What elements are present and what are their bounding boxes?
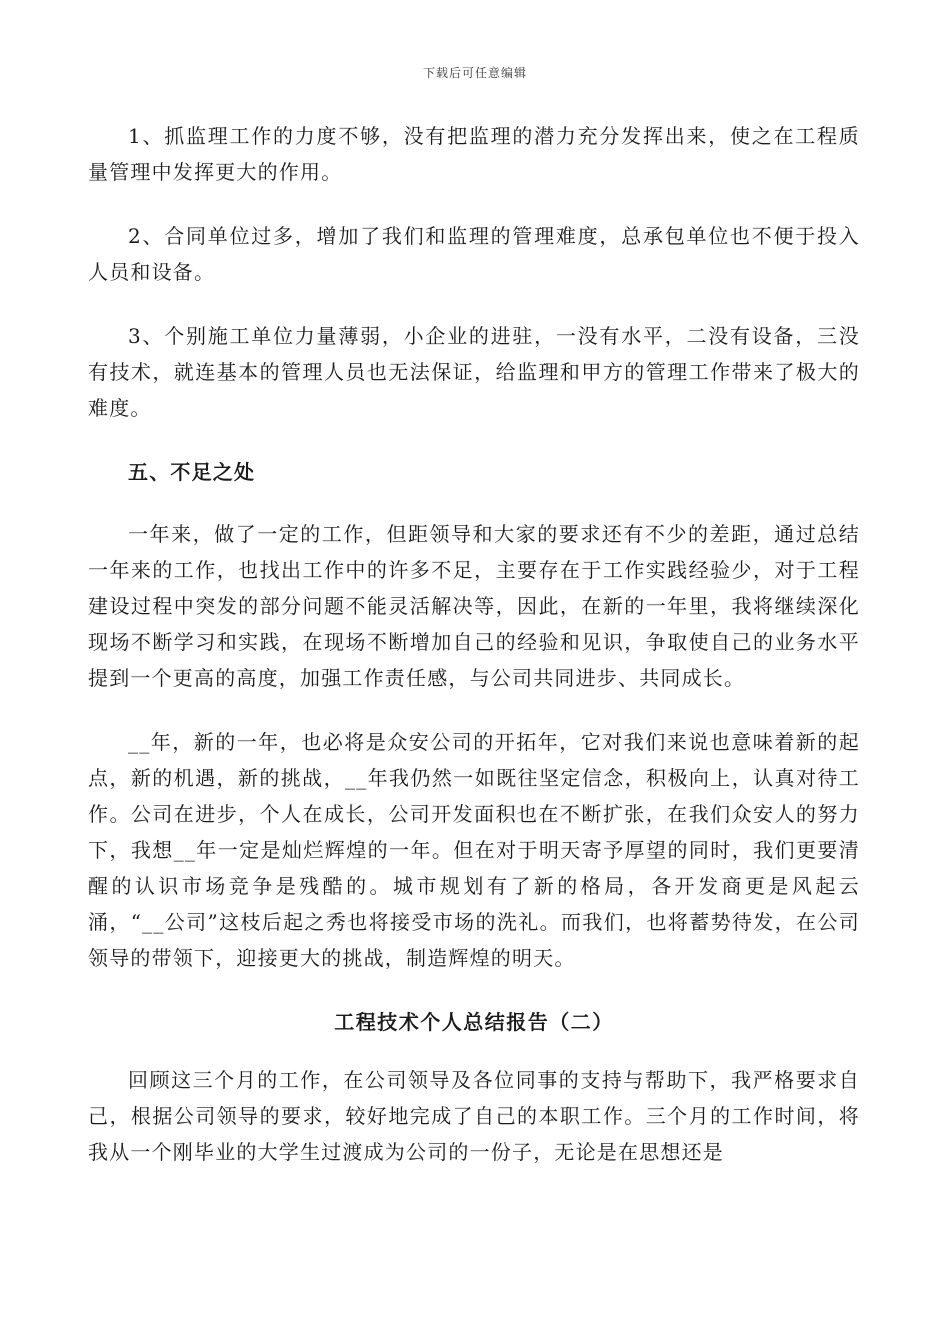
document-body <box>88 118 860 1198</box>
paragraph-new-year: __年，新的一年，也必将是众安公司的开拓年，它对我们来说也意味着新的起点，新的机遇，新的挑战，__年我仍然一如既往坚定信念，积极向上，认真对待工作。公司在进步，个人在成长，公司开发面积也在不断扩张，在我们众安人的努力下，我想__年一定是灿烂辉煌的一年。但在对于明天寄予厚望的同时，我们更要清醒的认识市场竞争是残酷的。城市规划有了新的格局，各开发商更是风起云涌，“__公司”这枝后起之秀也将接受市场的洗礼。而我们，也将蓄势待发，在公司领导的带领下，迎接更大的挑战，制造辉煌的明天。 <box>88 730 860 970</box>
paragraph-review: 回顾这三个月的工作，在公司领导及各位同事的支持与帮助下，我严格要求自己，根据公司领导的要求，较好地完成了自己的本职工作。三个月的工作时间，将我从一个刚毕业的大学生过渡成为公司的一份子，无论是在思想还是 <box>88 1068 860 1164</box>
paragraph-item-3: 3、个别施工单位力量薄弱，小企业的进驻，一没有水平，二没有设备，三没有技术，就连基本的管理人员也无法保证，给监理和甲方的管理工作带来了极大的难度。 <box>88 324 860 420</box>
paragraph-item-2: 2、合同单位过多，增加了我们和监理的管理难度，总承包单位也不便于投入人员和设备。 <box>88 224 860 284</box>
paragraph-item-1: 1、抓监理工作的力度不够，没有把监理的潜力充分发挥出来，使之在工程质量管理中发挥更大的作用。 <box>88 124 860 184</box>
paragraph-shortcomings: 一年来，做了一定的工作，但距领导和大家的要求还有不少的差距，通过总结一年来的工作，也找出工作中的许多不足，主要存在于工作实践经验少，对于工程建设过程中突发的部分问题不能灵活解决等，因此，在新的一年里，我将继续深化现场不断学习和实践，在现场不断增加自己的经验和见识，争取使自己的业务水平提到一个更高的高度，加强工作责任感，与公司共同进步、共同成长。 <box>88 522 860 690</box>
report-title: 工程技术个人总结报告（二） <box>334 1010 614 1034</box>
section-heading-five: 五、不足之处 <box>128 460 256 484</box>
header-note: 下载后可任意编辑 <box>422 66 527 80</box>
